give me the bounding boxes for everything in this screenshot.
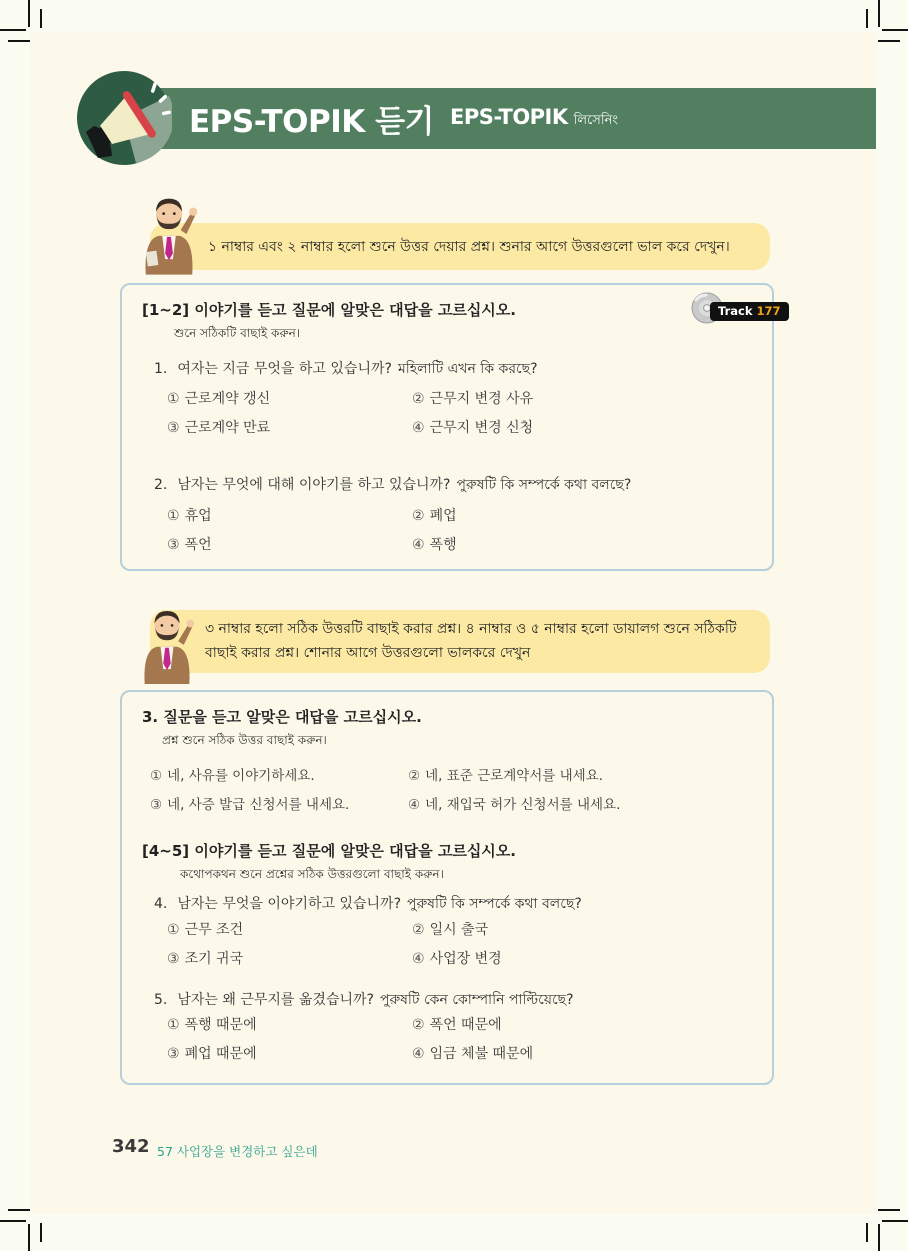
question-1 bbox=[154, 357, 538, 381]
page-number: 342 bbox=[112, 1136, 150, 1157]
option: ① 네, 사유를 이야기하세요. bbox=[150, 768, 315, 784]
question-5-text-ko: 남자는 왜 근무지를 옮겼습니까? bbox=[177, 992, 374, 1008]
question-box-2 bbox=[120, 690, 774, 1085]
tip-2-text: ৩ নাম্বার হলো সঠিক উত্তরটি বাছাই করার প্রশ্ন। ৪ নাম্বার ও ৫ নাম্বার হলো ডায়ালগ শুনে সঠিকটি বাছাই করার প্রশ্ন। শোনার আগে উত্তরগুলো ভালকরে দেখুন bbox=[205, 621, 737, 661]
question-1-number: 1. bbox=[154, 361, 168, 377]
section1-title: [1~2] 이야기를 듣고 질문에 알맞은 대답을 고르십시오. bbox=[142, 301, 516, 319]
megaphone-icon bbox=[76, 70, 172, 166]
question-2-options bbox=[167, 505, 457, 554]
question-2-text-bn: পুরুষটি কি সম্পর্কে কথা বলছে? bbox=[456, 477, 632, 493]
option: ④ 폭행 bbox=[412, 537, 457, 553]
question-1-text-ko: 여자는 지금 무엇을 하고 있습니까? bbox=[177, 361, 392, 377]
question-5-number: 5. bbox=[154, 992, 168, 1008]
question-3-title: 3. 질문을 듣고 알맞은 대답을 고르십시오. bbox=[142, 708, 422, 726]
section45-title: [4~5] 이야기를 듣고 질문에 알맞은 대답을 고르십시오. bbox=[142, 842, 516, 860]
option: ③ 네, 사증 발급 신청서를 내세요. bbox=[150, 797, 350, 813]
option: ④ 네, 재입국 허가 신청서를 내세요. bbox=[408, 797, 621, 813]
option: ③ 폐업 때문에 bbox=[167, 1046, 257, 1062]
question-4-text-ko: 남자는 무엇을 이야기하고 있습니까? bbox=[177, 896, 401, 912]
tip-box-2 bbox=[150, 610, 770, 673]
question-1-text-bn: মহিলাটি এখন কি করছে? bbox=[397, 361, 538, 377]
option: ② 네, 표준 근로계약서를 내세요. bbox=[408, 768, 604, 784]
track-badge bbox=[710, 302, 789, 321]
track-widget bbox=[690, 291, 789, 325]
question-5 bbox=[154, 988, 574, 1012]
page-subtitle-en: EPS-TOPIK bbox=[450, 105, 568, 129]
question-5-text-bn: পুরুষটি কেন কোম্পানি পাল্টিয়েছে? bbox=[379, 992, 574, 1008]
section1-subtitle-bn: শুনে সঠিকটি বাছাই করুন। bbox=[174, 326, 301, 340]
chapter-title: 57 사업장을 변경하고 싶은데 bbox=[157, 1144, 318, 1159]
section45-subtitle-bn: কথোপকথন শুনে প্রশ্নের সঠিক উত্তরগুলো বাছাই করুন। bbox=[180, 867, 444, 881]
option: ④ 사업장 변경 bbox=[412, 951, 502, 967]
page-title: EPS-TOPIK 듣기 bbox=[189, 104, 434, 140]
option: ② 일시 출국 bbox=[412, 922, 489, 938]
option: ③ 폭언 bbox=[167, 537, 212, 553]
question-2 bbox=[154, 473, 631, 497]
tip-1-text: ১ নাম্বার এবং ২ নাম্বার হলো শুনে উত্তর দেয়ার প্রশ্ন। শুনার আগে উত্তরগুলো ভাল করে দেখুন। bbox=[208, 238, 730, 255]
option: ③ 조기 귀국 bbox=[167, 951, 244, 967]
question-3-options bbox=[150, 764, 620, 813]
option: ③ 근로계약 만료 bbox=[167, 420, 271, 436]
question-4-text-bn: পুরুষটি কি সম্পর্কে কথা বলছে? bbox=[407, 896, 582, 912]
option: ① 근로계약 갱신 bbox=[167, 391, 271, 407]
question-4 bbox=[154, 892, 582, 916]
option: ② 폭언 때문에 bbox=[412, 1017, 502, 1033]
option: ① 근무 조건 bbox=[167, 922, 244, 938]
track-number: 177 bbox=[756, 304, 781, 318]
option: ④ 임금 체불 때문에 bbox=[412, 1046, 534, 1062]
question-2-text-ko: 남자는 무엇에 대해 이야기를 하고 있습니까? bbox=[177, 477, 451, 493]
option: ④ 근무지 변경 신청 bbox=[412, 420, 534, 436]
page-subtitle-bn: লিসেনিং bbox=[573, 113, 618, 128]
question-1-options bbox=[167, 388, 533, 437]
page-subtitle bbox=[450, 105, 618, 132]
teacher-illustration-1 bbox=[138, 191, 200, 275]
question-3-subtitle-bn: প্রশ্ন শুনে সঠিক উত্তর বাছাই করুন। bbox=[162, 733, 327, 747]
option: ① 휴업 bbox=[167, 508, 212, 524]
question-box-1 bbox=[120, 283, 781, 571]
question-2-number: 2. bbox=[154, 477, 168, 493]
teacher-illustration-2 bbox=[136, 604, 198, 688]
tip-box-1 bbox=[150, 223, 770, 270]
question-4-number: 4. bbox=[154, 896, 168, 912]
option: ① 폭행 때문에 bbox=[167, 1017, 257, 1033]
section-header-banner bbox=[99, 88, 876, 149]
option: ② 근무지 변경 사유 bbox=[412, 391, 534, 407]
question-5-options bbox=[167, 1014, 533, 1063]
track-label: Track bbox=[718, 304, 753, 318]
option: ② 폐업 bbox=[412, 508, 457, 524]
question-4-options bbox=[167, 919, 502, 968]
